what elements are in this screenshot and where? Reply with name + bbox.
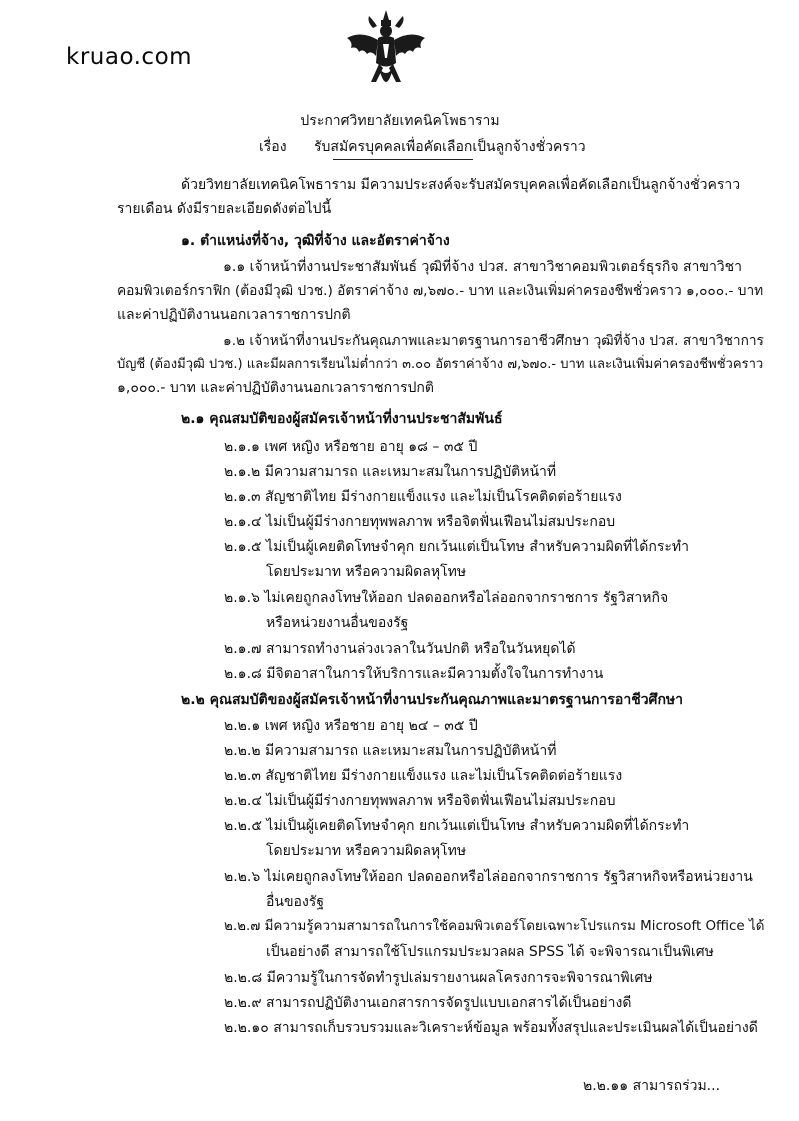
subject-label: เรื่อง <box>259 139 287 155</box>
list-item-continuation: อื่นของรัฐ <box>266 894 325 910</box>
list-item: ๒.๒.๔ ไม่เป็นผู้มีร่างกายทุพพลภาพ หรือจิตฟั่นเฟือนไม่สมประกอบ <box>224 793 616 809</box>
list-item: ๒.๑.๕ ไม่เป็นผู้เคยติดโทษจำคุก ยกเว้นแต่เป็นโทษ สำหรับความผิดที่ได้กระทำ <box>224 539 689 555</box>
list-item: ๒.๒.๑๐ สามารถเก็บรวบรวมและวิเคราะห์ข้อมูล พร้อมทั้งสรุปและประเมินผลได้เป็นอย่างดี <box>224 1020 758 1036</box>
garuda-emblem-icon <box>343 8 429 98</box>
list-item: ๒.๒.๖ ไม่เคยถูกลงโทษให้ออก ปลดออกหรือไล่ออกจากราชการ รัฐวิสาหกิจหรือหน่วยงาน <box>224 869 753 885</box>
list-item: ๒.๑.๒ มีความสามารถ และเหมาะสมในการปฏิบัติหน้าที่ <box>224 464 557 480</box>
list-item: ๒.๒.๘ มีความรู้ในการจัดทำรูปเล่มรายงานผลโครงการจะพิจารณาพิเศษ <box>224 970 653 986</box>
list-item: ๒.๒.๕ ไม่เป็นผู้เคยติดโทษจำคุก ยกเว้นแต่เป็นโทษ สำหรับความผิดที่ได้กระทำ <box>224 818 690 834</box>
intro-line-1: ด้วยวิทยาลัยเทคนิคโพธาราม มีความประสงค์จะรับสมัครบุคคลเพื่อคัดเลือกเป็นลูกจ้างชั่วคราว <box>181 177 741 193</box>
section-2-2-heading: ๒.๒ คุณสมบัติของผู้สมัครเจ้าหน้าที่งานประกันคุณภาพและมาตรฐานการอาชีวศึกษา <box>181 692 684 708</box>
list-item: ๒.๑.๗ สามารถทำงานล่วงเวลาในวันปกติ หรือในวันหยุดได้ <box>224 641 576 657</box>
watermark-text: kruao.com <box>66 44 193 70</box>
list-item: ๒.๒.๓ สัญชาติไทย มีร่างกายแข็งแรง และไม่เป็นโรคติดต่อร้ายแรง <box>224 768 623 784</box>
document-title: ประกาศวิทยาลัยเทคนิคโพธาราม <box>300 113 500 129</box>
list-item-continuation: โดยประมาท หรือความผิดลหุโทษ <box>266 843 467 859</box>
list-item: ๒.๒.๑ เพศ หญิง หรือชาย อายุ ๒๔ – ๓๕ ปี <box>224 718 478 734</box>
paragraph-1-2-line-3: ๑,๐๐๐.- บาท และค่าปฏิบัติงานนอกเวลาราชการปกติ <box>117 380 434 396</box>
title-underline <box>333 159 473 160</box>
list-item: ๒.๑.๔ ไม่เป็นผู้มีร่างกายทุพพลภาพ หรือจิตฟั่นเฟือนไม่สมประกอบ <box>224 514 616 530</box>
paragraph-1-1-line-1: ๑.๑ เจ้าหน้าที่งานประชาสัมพันธ์ วุฒิที่จ้าง ปวส. สาขาวิชาคอมพิวเตอร์ธุรกิจ สาขาวิชา <box>223 259 743 275</box>
paragraph-1-2-line-2: บัญชี (ต้องมีวุฒิ ปวช.) และมีผลการเรียนไม่ต่ำกว่า ๓.๐๐ อัตราค่าจ้าง ๗,๖๗๐.- บาท และเงินเพิ่มค่าครองชีพชั่วคราว <box>117 357 764 372</box>
section-2-1-heading: ๒.๑ คุณสมบัติของผู้สมัครเจ้าหน้าที่งานประชาสัมพันธ์ <box>181 411 503 427</box>
list-item-continuation: หรือหน่วยงานอื่นของรัฐ <box>266 615 409 631</box>
list-item-continuation: เป็นอย่างดี สามารถใช้โปรแกรมประมวลผล SPSS ได้ จะพิจารณาเป็นพิเศษ <box>266 944 714 960</box>
intro-line-2: รายเดือน ดังมีรายละเอียดดังต่อไปนี้ <box>117 201 332 217</box>
list-item: ๒.๒.๒ มีความสามารถ และเหมาะสมในการปฏิบัติหน้าที่ <box>224 743 557 759</box>
page-continuation-note: ๒.๒.๑๑ สามารถร่วม... <box>583 1078 721 1094</box>
list-item: ๒.๑.๑ เพศ หญิง หรือชาย อายุ ๑๘ – ๓๕ ปี <box>224 439 478 455</box>
list-item: ๒.๑.๓ สัญชาติไทย มีร่างกายแข็งแรง และไม่เป็นโรคติดต่อร้ายแรง <box>224 489 622 505</box>
list-item: ๒.๒.๙ สามารถปฏิบัติงานเอกสารการจัดรูปแบบเอกสารได้เป็นอย่างดี <box>224 995 632 1011</box>
section-1-heading: ๑. ตำแหน่งที่จ้าง, วุฒิที่จ้าง และอัตราค่าจ้าง <box>181 233 450 249</box>
list-item: ๒.๑.๖ ไม่เคยถูกลงโทษให้ออก ปลดออกหรือไล่ออกจากราชการ รัฐวิสาหกิจ <box>224 590 669 606</box>
subject-text: รับสมัครบุคคลเพื่อคัดเลือกเป็นลูกจ้างชั่วคราว <box>314 139 586 155</box>
paragraph-1-1-line-2: คอมพิวเตอร์กราฟิก (ต้องมีวุฒิ ปวช.) อัตราค่าจ้าง ๗,๖๗๐.- บาท และเงินเพิ่มค่าครองชีพชั่วคราว ๑,๐๐๐.- บาท <box>117 283 764 299</box>
list-item: ๒.๑.๘ มีจิตอาสาในการให้บริการและมีความตั้งใจในการทำงาน <box>224 666 604 682</box>
paragraph-1-1-line-3: และค่าปฏิบัติงานนอกเวลาราชการปกติ <box>117 307 351 323</box>
list-item: ๒.๒.๗ มีความรู้ความสามารถในการใช้คอมพิวเตอร์โดยเฉพาะโปรแกรม Microsoft Office ได้ <box>224 919 765 934</box>
list-item-continuation: โดยประมาท หรือความผิดลหุโทษ <box>266 564 467 580</box>
paragraph-1-2-line-1: ๑.๒ เจ้าหน้าที่งานประกันคุณภาพและมาตรฐานการอาชีวศึกษา วุฒิที่จ้าง ปวส. สาขาวิชาการ <box>223 333 764 349</box>
